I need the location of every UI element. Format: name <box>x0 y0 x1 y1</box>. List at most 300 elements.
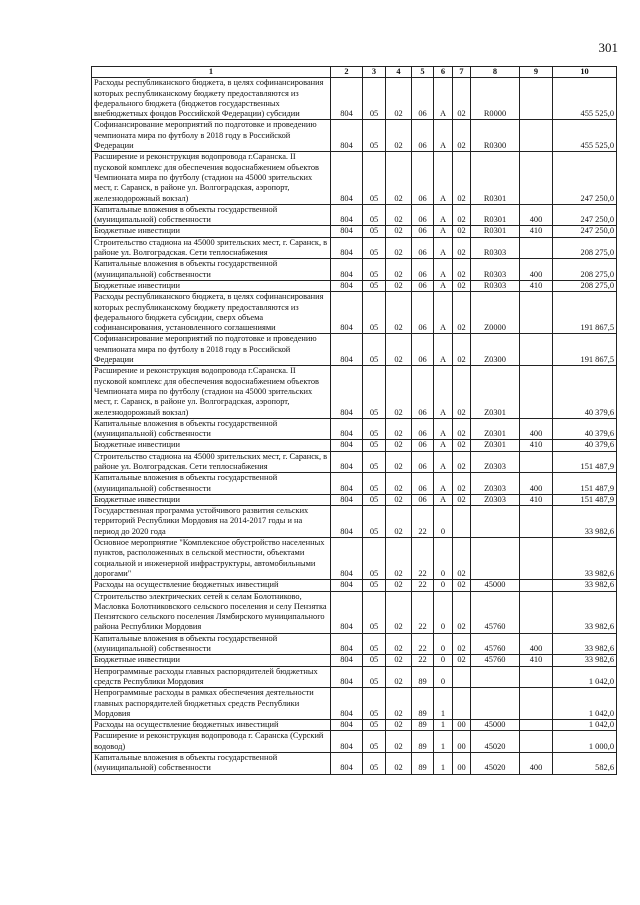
code-cell: 89 <box>412 731 434 753</box>
code-cell: 02 <box>453 120 471 152</box>
code-cell: 06 <box>412 78 434 120</box>
code-cell: 06 <box>412 334 434 366</box>
amount-cell: 455 525,0 <box>553 78 617 120</box>
amount-cell: 582,6 <box>553 753 617 775</box>
code-cell: 05 <box>363 666 386 688</box>
code-cell: 89 <box>412 688 434 720</box>
code-cell: 1 <box>434 688 453 720</box>
code-cell: 02 <box>453 633 471 655</box>
code-cell: 804 <box>331 280 363 291</box>
code-cell <box>520 451 553 473</box>
amount-cell: 247 250,0 <box>553 226 617 237</box>
code-cell: 0 <box>434 591 453 633</box>
code-cell <box>520 731 553 753</box>
code-cell: 05 <box>363 731 386 753</box>
code-cell <box>471 688 520 720</box>
code-cell: А <box>434 334 453 366</box>
code-cell <box>520 591 553 633</box>
code-cell: 804 <box>331 418 363 440</box>
code-cell: 410 <box>520 280 553 291</box>
code-cell: 45020 <box>471 731 520 753</box>
code-cell: 804 <box>331 538 363 580</box>
row-name-cell: Непрограммные расходы в рамках обеспечения деятельности главных распорядителей бюджетных средств Республики Мордовия <box>92 688 331 720</box>
code-cell: А <box>434 494 453 505</box>
table-row <box>92 731 617 753</box>
code-cell: А <box>434 78 453 120</box>
amount-cell: 33 982,6 <box>553 633 617 655</box>
code-cell <box>520 292 553 334</box>
code-cell: 804 <box>331 451 363 473</box>
amount-cell: 33 982,6 <box>553 580 617 591</box>
code-cell: 05 <box>363 753 386 775</box>
code-cell: 05 <box>363 494 386 505</box>
code-cell: А <box>434 120 453 152</box>
code-cell: 22 <box>412 591 434 633</box>
code-cell: 22 <box>412 538 434 580</box>
code-cell: 804 <box>331 366 363 418</box>
table-row <box>92 280 617 291</box>
code-cell: 06 <box>412 292 434 334</box>
code-cell: 0 <box>434 506 453 538</box>
code-cell: 1 <box>434 753 453 775</box>
code-cell: 06 <box>412 204 434 226</box>
code-cell: 89 <box>412 720 434 731</box>
code-cell: 05 <box>363 204 386 226</box>
code-cell: 02 <box>386 120 412 152</box>
code-cell: 02 <box>386 226 412 237</box>
code-cell: 0 <box>434 538 453 580</box>
table-row <box>92 494 617 505</box>
table-body <box>92 78 617 774</box>
code-cell: 804 <box>331 731 363 753</box>
column-header: 6 <box>434 67 453 78</box>
code-cell: 05 <box>363 292 386 334</box>
code-cell: R0303 <box>471 280 520 291</box>
code-cell: R0303 <box>471 237 520 259</box>
code-cell: 02 <box>386 538 412 580</box>
code-cell <box>520 120 553 152</box>
row-name-cell: Непрограммные расходы главных распорядителей бюджетных средств Республики Мордовия <box>92 666 331 688</box>
table-row <box>92 580 617 591</box>
code-cell: 02 <box>386 440 412 451</box>
code-cell <box>520 78 553 120</box>
code-cell: А <box>434 237 453 259</box>
code-cell: 804 <box>331 506 363 538</box>
code-cell: 05 <box>363 538 386 580</box>
code-cell: 02 <box>453 473 471 495</box>
code-cell <box>471 538 520 580</box>
code-cell: 02 <box>386 152 412 204</box>
amount-cell: 191 867,5 <box>553 292 617 334</box>
code-cell: 05 <box>363 633 386 655</box>
code-cell: 02 <box>386 688 412 720</box>
row-name-cell: Расходы республиканского бюджета, в целях софинансирования которых республиканскому бюджету предоставляются из федерального бюджета субсидии, сверх объема софинансирования, установленного соглашениями <box>92 292 331 334</box>
code-cell: 06 <box>412 451 434 473</box>
code-cell: 804 <box>331 334 363 366</box>
code-cell: А <box>434 204 453 226</box>
code-cell: 45760 <box>471 633 520 655</box>
code-cell: 400 <box>520 473 553 495</box>
row-name-cell: Капитальные вложения в объекты государственной (муниципальной) собственности <box>92 204 331 226</box>
code-cell: 22 <box>412 655 434 666</box>
code-cell: 05 <box>363 280 386 291</box>
code-cell: 02 <box>453 366 471 418</box>
code-cell: 02 <box>386 237 412 259</box>
code-cell: 00 <box>453 731 471 753</box>
code-cell: 22 <box>412 506 434 538</box>
code-cell <box>471 506 520 538</box>
code-cell: 02 <box>453 591 471 633</box>
amount-cell: 40 379,6 <box>553 418 617 440</box>
amount-cell: 33 982,6 <box>553 591 617 633</box>
code-cell: 06 <box>412 440 434 451</box>
code-cell: 804 <box>331 655 363 666</box>
code-cell: 400 <box>520 753 553 775</box>
code-cell: 804 <box>331 237 363 259</box>
code-cell: 06 <box>412 120 434 152</box>
column-header: 7 <box>453 67 471 78</box>
table-row <box>92 334 617 366</box>
code-cell: 02 <box>453 451 471 473</box>
code-cell: 02 <box>386 666 412 688</box>
code-cell: 400 <box>520 418 553 440</box>
table-row <box>92 366 617 418</box>
code-cell: 1 <box>434 720 453 731</box>
code-cell: 05 <box>363 688 386 720</box>
code-cell: А <box>434 418 453 440</box>
code-cell: 02 <box>386 731 412 753</box>
code-cell: 06 <box>412 366 434 418</box>
code-cell: 1 <box>434 731 453 753</box>
amount-cell: 208 275,0 <box>553 280 617 291</box>
row-name-cell: Бюджетные инвестиции <box>92 226 331 237</box>
row-name-cell: Бюджетные инвестиции <box>92 494 331 505</box>
amount-cell: 455 525,0 <box>553 120 617 152</box>
column-header: 4 <box>386 67 412 78</box>
code-cell: R0301 <box>471 226 520 237</box>
code-cell: 05 <box>363 152 386 204</box>
table-row <box>92 418 617 440</box>
code-cell: 804 <box>331 292 363 334</box>
amount-cell: 191 867,5 <box>553 334 617 366</box>
code-cell: 410 <box>520 226 553 237</box>
amount-cell: 1 042,0 <box>553 720 617 731</box>
row-name-cell: Капитальные вложения в объекты государственной (муниципальной) собственности <box>92 473 331 495</box>
code-cell: 02 <box>453 494 471 505</box>
code-cell: Z0303 <box>471 451 520 473</box>
table-row <box>92 633 617 655</box>
code-cell: 02 <box>386 753 412 775</box>
row-name-cell: Бюджетные инвестиции <box>92 655 331 666</box>
code-cell: R0300 <box>471 120 520 152</box>
code-cell: 804 <box>331 259 363 281</box>
code-cell: 45000 <box>471 580 520 591</box>
code-cell: 0 <box>434 633 453 655</box>
code-cell: 02 <box>386 633 412 655</box>
code-cell: Z0300 <box>471 334 520 366</box>
code-cell: Z0000 <box>471 292 520 334</box>
table-row <box>92 666 617 688</box>
table-row <box>92 506 617 538</box>
code-cell: 05 <box>363 334 386 366</box>
code-cell: 02 <box>386 580 412 591</box>
column-header: 5 <box>412 67 434 78</box>
code-cell: 06 <box>412 226 434 237</box>
table-row <box>92 120 617 152</box>
code-cell: 05 <box>363 473 386 495</box>
amount-cell: 40 379,6 <box>553 440 617 451</box>
code-cell <box>520 538 553 580</box>
row-name-cell: Строительство стадиона на 45000 зрительских мест, г. Саранск, в районе ул. Волгоградская. Сети теплоснабжения <box>92 237 331 259</box>
code-cell: 804 <box>331 688 363 720</box>
code-cell: А <box>434 292 453 334</box>
code-cell: 02 <box>386 451 412 473</box>
code-cell <box>520 666 553 688</box>
code-cell: 02 <box>386 280 412 291</box>
table-row <box>92 204 617 226</box>
code-cell: 0 <box>434 655 453 666</box>
amount-cell: 208 275,0 <box>553 237 617 259</box>
code-cell: 02 <box>386 506 412 538</box>
column-header: 2 <box>331 67 363 78</box>
code-cell: 02 <box>386 292 412 334</box>
code-cell: 05 <box>363 506 386 538</box>
code-cell: 804 <box>331 226 363 237</box>
code-cell: 00 <box>453 753 471 775</box>
code-cell <box>520 152 553 204</box>
code-cell: 410 <box>520 440 553 451</box>
budget-table <box>91 66 617 775</box>
code-cell: 02 <box>386 591 412 633</box>
row-name-cell: Государственная программа устойчивого развития сельских территорий Республики Мордовия на 2014-2017 годы и на период до 2020 года <box>92 506 331 538</box>
code-cell: 06 <box>412 152 434 204</box>
code-cell: 400 <box>520 633 553 655</box>
code-cell: 05 <box>363 226 386 237</box>
amount-cell: 1 000,0 <box>553 731 617 753</box>
code-cell: 06 <box>412 473 434 495</box>
code-cell: 804 <box>331 152 363 204</box>
code-cell: 02 <box>386 366 412 418</box>
table-row <box>92 152 617 204</box>
code-cell: 05 <box>363 366 386 418</box>
code-cell: Z0301 <box>471 366 520 418</box>
amount-cell: 208 275,0 <box>553 259 617 281</box>
row-name-cell: Софинансирование мероприятий по подготовке и проведению чемпионата мира по футболу в 2018 году в Российской Федерации <box>92 120 331 152</box>
code-cell: 804 <box>331 720 363 731</box>
code-cell: 804 <box>331 633 363 655</box>
code-cell: 45000 <box>471 720 520 731</box>
table-row <box>92 259 617 281</box>
table-row <box>92 720 617 731</box>
code-cell: Z0301 <box>471 418 520 440</box>
code-cell: 02 <box>386 655 412 666</box>
table-row <box>92 473 617 495</box>
amount-cell: 40 379,6 <box>553 366 617 418</box>
code-cell: А <box>434 226 453 237</box>
row-name-cell: Строительство электрических сетей к селам Болотниково, Масловка Болотниковского сельского поселения и селу Пензятка Пензятского сельского поселения Лямбирского муниципального района Республики Мордовия <box>92 591 331 633</box>
table-row <box>92 538 617 580</box>
code-cell: 804 <box>331 120 363 152</box>
code-cell: 02 <box>386 334 412 366</box>
code-cell: 804 <box>331 494 363 505</box>
code-cell: 00 <box>453 720 471 731</box>
code-cell: 06 <box>412 259 434 281</box>
code-cell: R0000 <box>471 78 520 120</box>
code-cell: 89 <box>412 753 434 775</box>
code-cell: R0301 <box>471 204 520 226</box>
code-cell: 804 <box>331 204 363 226</box>
code-cell: 02 <box>386 494 412 505</box>
code-cell: 804 <box>331 78 363 120</box>
code-cell: 06 <box>412 237 434 259</box>
code-cell: 400 <box>520 259 553 281</box>
code-cell: 02 <box>453 204 471 226</box>
code-cell: 804 <box>331 666 363 688</box>
code-cell: 804 <box>331 440 363 451</box>
code-cell: 02 <box>453 259 471 281</box>
row-name-cell: Расходы на осуществление бюджетных инвестиций <box>92 580 331 591</box>
code-cell: 02 <box>386 204 412 226</box>
code-cell: 02 <box>453 440 471 451</box>
row-name-cell: Основное мероприятие "Комплексное обустройство населенных пунктов, расположенных в сельской местности, объектами социальной и инженерной инфраструктуры, автомобильными дорогами" <box>92 538 331 580</box>
amount-cell: 1 042,0 <box>553 666 617 688</box>
table-row <box>92 688 617 720</box>
code-cell <box>520 506 553 538</box>
code-cell: 02 <box>386 473 412 495</box>
code-cell: R0301 <box>471 152 520 204</box>
row-name-cell: Расширение и реконструкция водопровода г. Саранска (Сурский водовод) <box>92 731 331 753</box>
code-cell: 45760 <box>471 591 520 633</box>
code-cell: 410 <box>520 655 553 666</box>
code-cell: 05 <box>363 580 386 591</box>
table-row <box>92 655 617 666</box>
code-cell: А <box>434 451 453 473</box>
code-cell: 02 <box>453 152 471 204</box>
row-name-cell: Капитальные вложения в объекты государственной (муниципальной) собственности <box>92 418 331 440</box>
code-cell: 06 <box>412 494 434 505</box>
code-cell: 804 <box>331 580 363 591</box>
code-cell <box>520 580 553 591</box>
code-cell <box>453 506 471 538</box>
code-cell: 22 <box>412 580 434 591</box>
table-header-row <box>92 67 617 78</box>
code-cell: 05 <box>363 440 386 451</box>
code-cell: 02 <box>453 538 471 580</box>
row-name-cell: Расширение и реконструкция водопровода г.Саранска. II пусковой комплекс для обеспечения водоснабжением объектов Чемпионата мира по футболу (стадион на 45000 зрительских мест, г. Саранск, в районе ул. Волгоградская, аэропорт, железнодорожный вокзал) <box>92 152 331 204</box>
code-cell <box>520 688 553 720</box>
code-cell: 02 <box>453 280 471 291</box>
column-header: 9 <box>520 67 553 78</box>
code-cell: 02 <box>453 418 471 440</box>
row-name-cell: Расходы на осуществление бюджетных инвестиций <box>92 720 331 731</box>
table-row <box>92 78 617 120</box>
code-cell: 06 <box>412 280 434 291</box>
code-cell: 804 <box>331 473 363 495</box>
code-cell: 05 <box>363 655 386 666</box>
code-cell: А <box>434 259 453 281</box>
page-number: 301 <box>598 40 618 55</box>
code-cell <box>520 237 553 259</box>
amount-cell: 1 042,0 <box>553 688 617 720</box>
code-cell <box>520 720 553 731</box>
code-cell: 02 <box>453 580 471 591</box>
code-cell: А <box>434 152 453 204</box>
code-cell: 22 <box>412 633 434 655</box>
code-cell: 400 <box>520 204 553 226</box>
code-cell: 02 <box>453 292 471 334</box>
code-cell: 02 <box>386 418 412 440</box>
code-cell: Z0303 <box>471 473 520 495</box>
code-cell: 804 <box>331 753 363 775</box>
code-cell: 05 <box>363 237 386 259</box>
code-cell <box>453 666 471 688</box>
code-cell: 45020 <box>471 753 520 775</box>
row-name-cell: Капитальные вложения в объекты государственной (муниципальной) собственности <box>92 753 331 775</box>
code-cell: 02 <box>453 237 471 259</box>
table-row <box>92 226 617 237</box>
code-cell: 05 <box>363 720 386 731</box>
column-header: 1 <box>92 67 331 78</box>
table-row <box>92 451 617 473</box>
code-cell: 06 <box>412 418 434 440</box>
code-cell: 05 <box>363 451 386 473</box>
code-cell: А <box>434 440 453 451</box>
table-row <box>92 237 617 259</box>
row-name-cell: Строительство стадиона на 45000 зрительских мест, г. Саранск, в районе ул. Волгоградская. Сети теплоснабжения <box>92 451 331 473</box>
code-cell: А <box>434 366 453 418</box>
table-row <box>92 440 617 451</box>
code-cell: 02 <box>453 78 471 120</box>
code-cell: 05 <box>363 78 386 120</box>
code-cell: 804 <box>331 591 363 633</box>
column-header: 8 <box>471 67 520 78</box>
amount-cell: 151 487,9 <box>553 494 617 505</box>
code-cell: 410 <box>520 494 553 505</box>
row-name-cell: Капитальные вложения в объекты государственной (муниципальной) собственности <box>92 633 331 655</box>
row-name-cell: Капитальные вложения в объекты государственной (муниципальной) собственности <box>92 259 331 281</box>
column-header: 3 <box>363 67 386 78</box>
table-row <box>92 753 617 775</box>
code-cell <box>520 366 553 418</box>
amount-cell: 33 982,6 <box>553 506 617 538</box>
code-cell <box>453 688 471 720</box>
code-cell: 05 <box>363 120 386 152</box>
row-name-cell: Софинансирование мероприятий по подготовке и проведению чемпионата мира по футболу в 2018 году в Российской Федерации <box>92 334 331 366</box>
code-cell: 0 <box>434 580 453 591</box>
amount-cell: 33 982,6 <box>553 538 617 580</box>
amount-cell: 247 250,0 <box>553 204 617 226</box>
amount-cell: 151 487,9 <box>553 473 617 495</box>
code-cell <box>520 334 553 366</box>
code-cell: 02 <box>453 334 471 366</box>
amount-cell: 247 250,0 <box>553 152 617 204</box>
code-cell: 45760 <box>471 655 520 666</box>
code-cell: 02 <box>453 226 471 237</box>
code-cell: 05 <box>363 259 386 281</box>
code-cell: А <box>434 280 453 291</box>
code-cell <box>471 666 520 688</box>
amount-cell: 151 487,9 <box>553 451 617 473</box>
code-cell: 0 <box>434 666 453 688</box>
code-cell: R0303 <box>471 259 520 281</box>
code-cell: 02 <box>453 655 471 666</box>
column-header: 10 <box>553 67 617 78</box>
row-name-cell: Расширение и реконструкция водопровода г.Саранска. II пусковой комплекс для обеспечения водоснабжением объектов Чемпионата мира по футболу (стадион на 45000 зрительских мест, г. Саранск, в районе ул. Волгоградская, аэропорт, железнодорожный вокзал) <box>92 366 331 418</box>
table-row <box>92 292 617 334</box>
code-cell: А <box>434 473 453 495</box>
row-name-cell: Расходы республиканского бюджета, в целях софинансирования которых республиканскому бюджету предоставляются из федерального бюджета (бюджетов государственных внебюджетных фондов Российской Федерации) субсидии <box>92 78 331 120</box>
code-cell: Z0301 <box>471 440 520 451</box>
